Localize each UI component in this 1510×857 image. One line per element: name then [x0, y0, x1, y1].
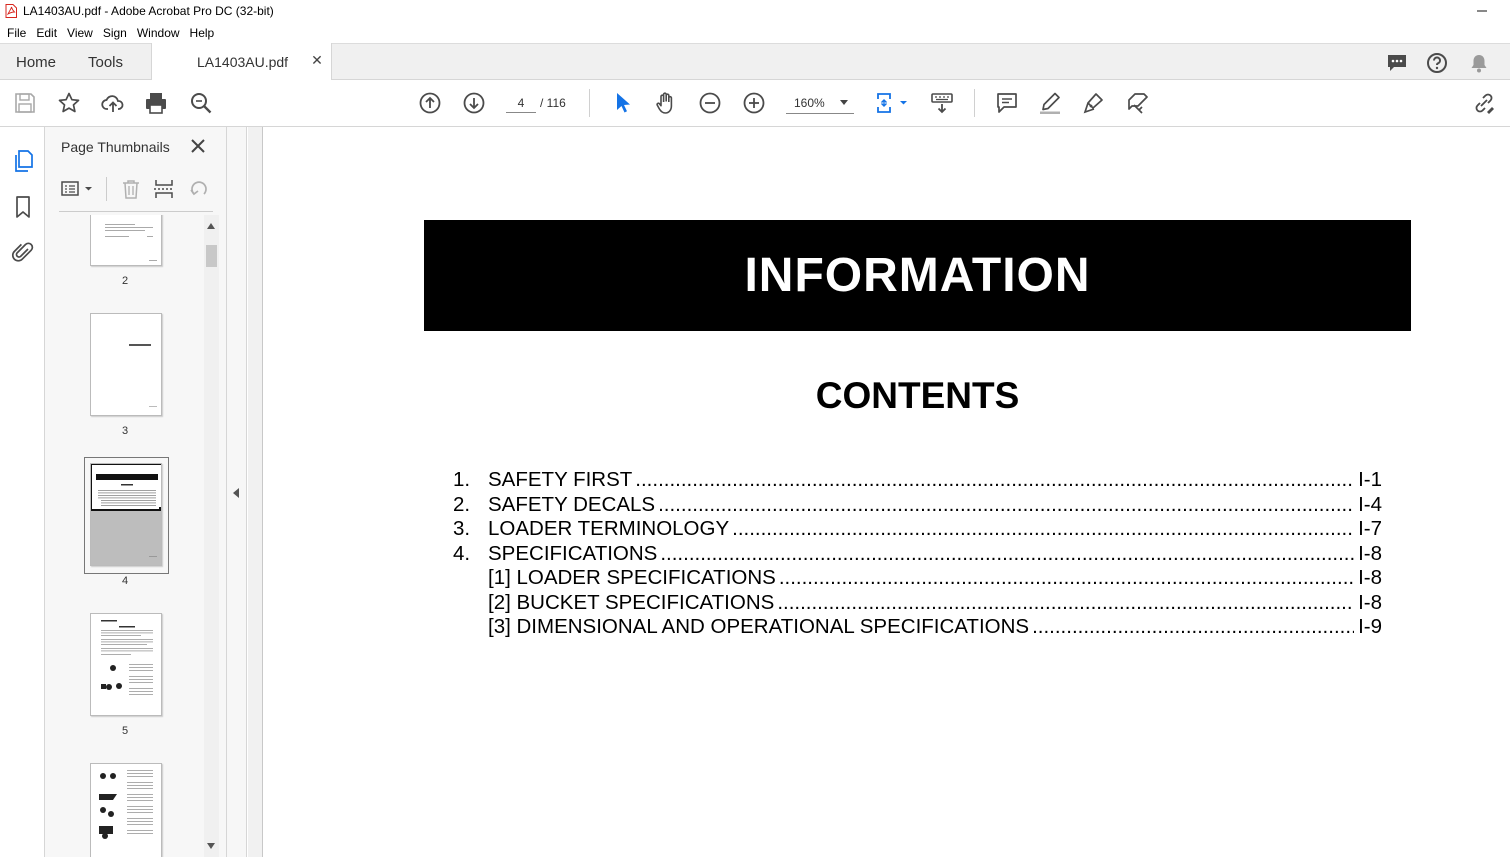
pdf-file-icon [5, 4, 17, 18]
toc-subentry[interactable] [453, 566, 1382, 591]
toc-subentry[interactable] [453, 615, 1382, 640]
window-title: LA1403AU.pdf - Adobe Acrobat Pro DC (32-bit) [23, 4, 274, 18]
tab-home[interactable]: Home [16, 54, 57, 71]
toc-page: I-9 [1358, 615, 1382, 638]
toc-page: I-8 [1358, 541, 1382, 565]
section-title: INFORMATION [744, 249, 1091, 302]
menu-help[interactable]: Help [189, 25, 215, 40]
toc-title: [2] BUCKET SPECIFICATIONS [488, 591, 777, 615]
main-toolbar [0, 80, 1510, 127]
next-page-icon[interactable] [462, 91, 486, 115]
panel-title: Page Thumbnails [61, 139, 170, 155]
thumbnail-page-2[interactable] [90, 215, 162, 266]
collapse-panel-icon[interactable] [233, 488, 239, 498]
toc-title: LOADER TERMINOLOGY [488, 517, 732, 541]
toc-subentry[interactable] [453, 591, 1382, 616]
zoom-level-value: 160% [794, 96, 825, 110]
toc-title: SPECIFICATIONS [488, 542, 660, 566]
navigation-rail [0, 127, 45, 857]
menu-bar [0, 22, 1510, 43]
thumbnail-list[interactable] [45, 215, 205, 857]
toc-leader-dots [660, 542, 1354, 566]
toc-title: SAFETY FIRST [488, 468, 635, 492]
pdf-page [262, 127, 1510, 857]
toc-title: [3] DIMENSIONAL AND OPERATIONAL SPECIFICATIONS [488, 615, 1032, 639]
notification-bell-icon[interactable] [1468, 52, 1490, 74]
attachments-paperclip-icon[interactable] [11, 240, 35, 264]
page-thumbnails-icon[interactable] [11, 149, 35, 173]
bookmarks-icon[interactable] [11, 195, 35, 219]
tab-document[interactable] [151, 43, 332, 81]
add-comment-icon[interactable] [995, 91, 1019, 115]
thumbnail-label: 5 [121, 725, 129, 737]
close-tab-icon[interactable]: ✕ [311, 52, 323, 68]
insert-page-icon[interactable] [153, 178, 175, 200]
section-banner [424, 220, 1411, 331]
toc-leader-dots [658, 493, 1354, 517]
menu-view[interactable]: View [67, 25, 93, 40]
keyboard-scroll-icon[interactable] [930, 91, 954, 115]
minimize-button[interactable] [1472, 3, 1492, 19]
scrollbar-thumb[interactable] [206, 245, 217, 267]
previous-page-icon[interactable] [418, 91, 442, 115]
toc-number: 4. [453, 541, 471, 565]
rotate-page-icon[interactable] [188, 178, 210, 200]
comment-bubble-icon[interactable] [1386, 52, 1408, 74]
thumbnail-label: 4 [121, 575, 129, 587]
page-thumbnails-panel [45, 127, 227, 857]
menu-edit[interactable]: Edit [36, 25, 58, 40]
thumbnail-label: 3 [121, 425, 129, 437]
panel-collapse-strip[interactable] [227, 127, 247, 857]
thumbnail-page-3[interactable] [90, 313, 162, 416]
highlight-pen-icon[interactable] [1038, 91, 1062, 115]
toc-entry[interactable] [453, 468, 1382, 493]
zoom-level-dropdown[interactable] [786, 93, 854, 114]
zoom-out-icon[interactable] [698, 91, 722, 115]
chevron-down-icon [840, 100, 848, 105]
toc-leader-dots [779, 566, 1354, 590]
thumbnail-scrollbar[interactable] [204, 215, 219, 857]
tab-bar [0, 43, 1510, 80]
zoom-in-icon[interactable] [742, 91, 766, 115]
menu-sign[interactable]: Sign [102, 25, 127, 40]
select-cursor-icon[interactable] [610, 91, 634, 115]
hand-pan-icon[interactable] [654, 91, 678, 115]
page-total-label: / 116 [540, 96, 566, 110]
scroll-down-icon[interactable] [207, 843, 215, 849]
toc-number: 1. [453, 468, 471, 491]
title-bar [0, 0, 1510, 22]
panel-divider [59, 211, 213, 212]
thumbnail-page-4[interactable] [90, 463, 162, 566]
table-of-contents [453, 468, 1382, 640]
help-icon[interactable] [1426, 52, 1448, 74]
panel-tool-divider [106, 177, 107, 201]
toc-entry[interactable] [453, 493, 1382, 518]
scroll-up-icon[interactable] [207, 223, 215, 229]
toc-leader-dots [732, 517, 1354, 541]
toc-page: I-8 [1358, 566, 1382, 589]
toolbar-divider [589, 89, 590, 117]
toc-page: I-8 [1358, 590, 1382, 614]
toc-leader-dots [777, 591, 1354, 615]
document-tab-label: LA1403AU.pdf [197, 54, 289, 70]
toc-title: [1] LOADER SPECIFICATIONS [488, 566, 779, 590]
toc-number: 3. [453, 517, 471, 540]
print-icon[interactable] [144, 91, 168, 115]
draw-freehand-icon[interactable] [1082, 91, 1106, 115]
stamp-sign-icon[interactable] [1126, 91, 1150, 115]
toc-page: I-7 [1358, 517, 1382, 540]
menu-window[interactable]: Window [136, 25, 180, 40]
delete-page-icon[interactable] [120, 178, 142, 200]
thumbnail-options-icon[interactable] [60, 178, 96, 200]
toc-number: 2. [453, 492, 471, 516]
toc-title: SAFETY DECALS [488, 493, 658, 517]
document-view[interactable] [248, 127, 1510, 857]
toc-page: I-4 [1358, 492, 1382, 516]
tab-tools[interactable]: Tools [88, 54, 124, 71]
search-zoom-icon[interactable] [189, 91, 213, 115]
contents-heading: CONTENTS [815, 375, 1020, 416]
toolbar-divider [974, 89, 975, 117]
share-link-icon[interactable] [1472, 91, 1496, 115]
save-icon[interactable] [13, 91, 37, 115]
toc-leader-dots [635, 468, 1354, 492]
close-panel-icon[interactable] [189, 137, 207, 155]
toc-entry[interactable] [453, 517, 1382, 542]
menu-file[interactable]: File [7, 25, 27, 40]
star-bookmark-icon[interactable] [57, 91, 81, 115]
page-number-input[interactable] [506, 93, 536, 113]
toc-leader-dots [1032, 615, 1354, 639]
thumbnail-label: 2 [121, 275, 129, 287]
thumbnail-page-5[interactable] [90, 613, 162, 716]
toc-page: I-1 [1358, 468, 1382, 491]
fit-page-icon[interactable] [874, 91, 910, 115]
cloud-upload-icon[interactable] [101, 91, 125, 115]
thumbnail-page-6[interactable] [90, 763, 162, 857]
toc-entry[interactable] [453, 542, 1382, 567]
